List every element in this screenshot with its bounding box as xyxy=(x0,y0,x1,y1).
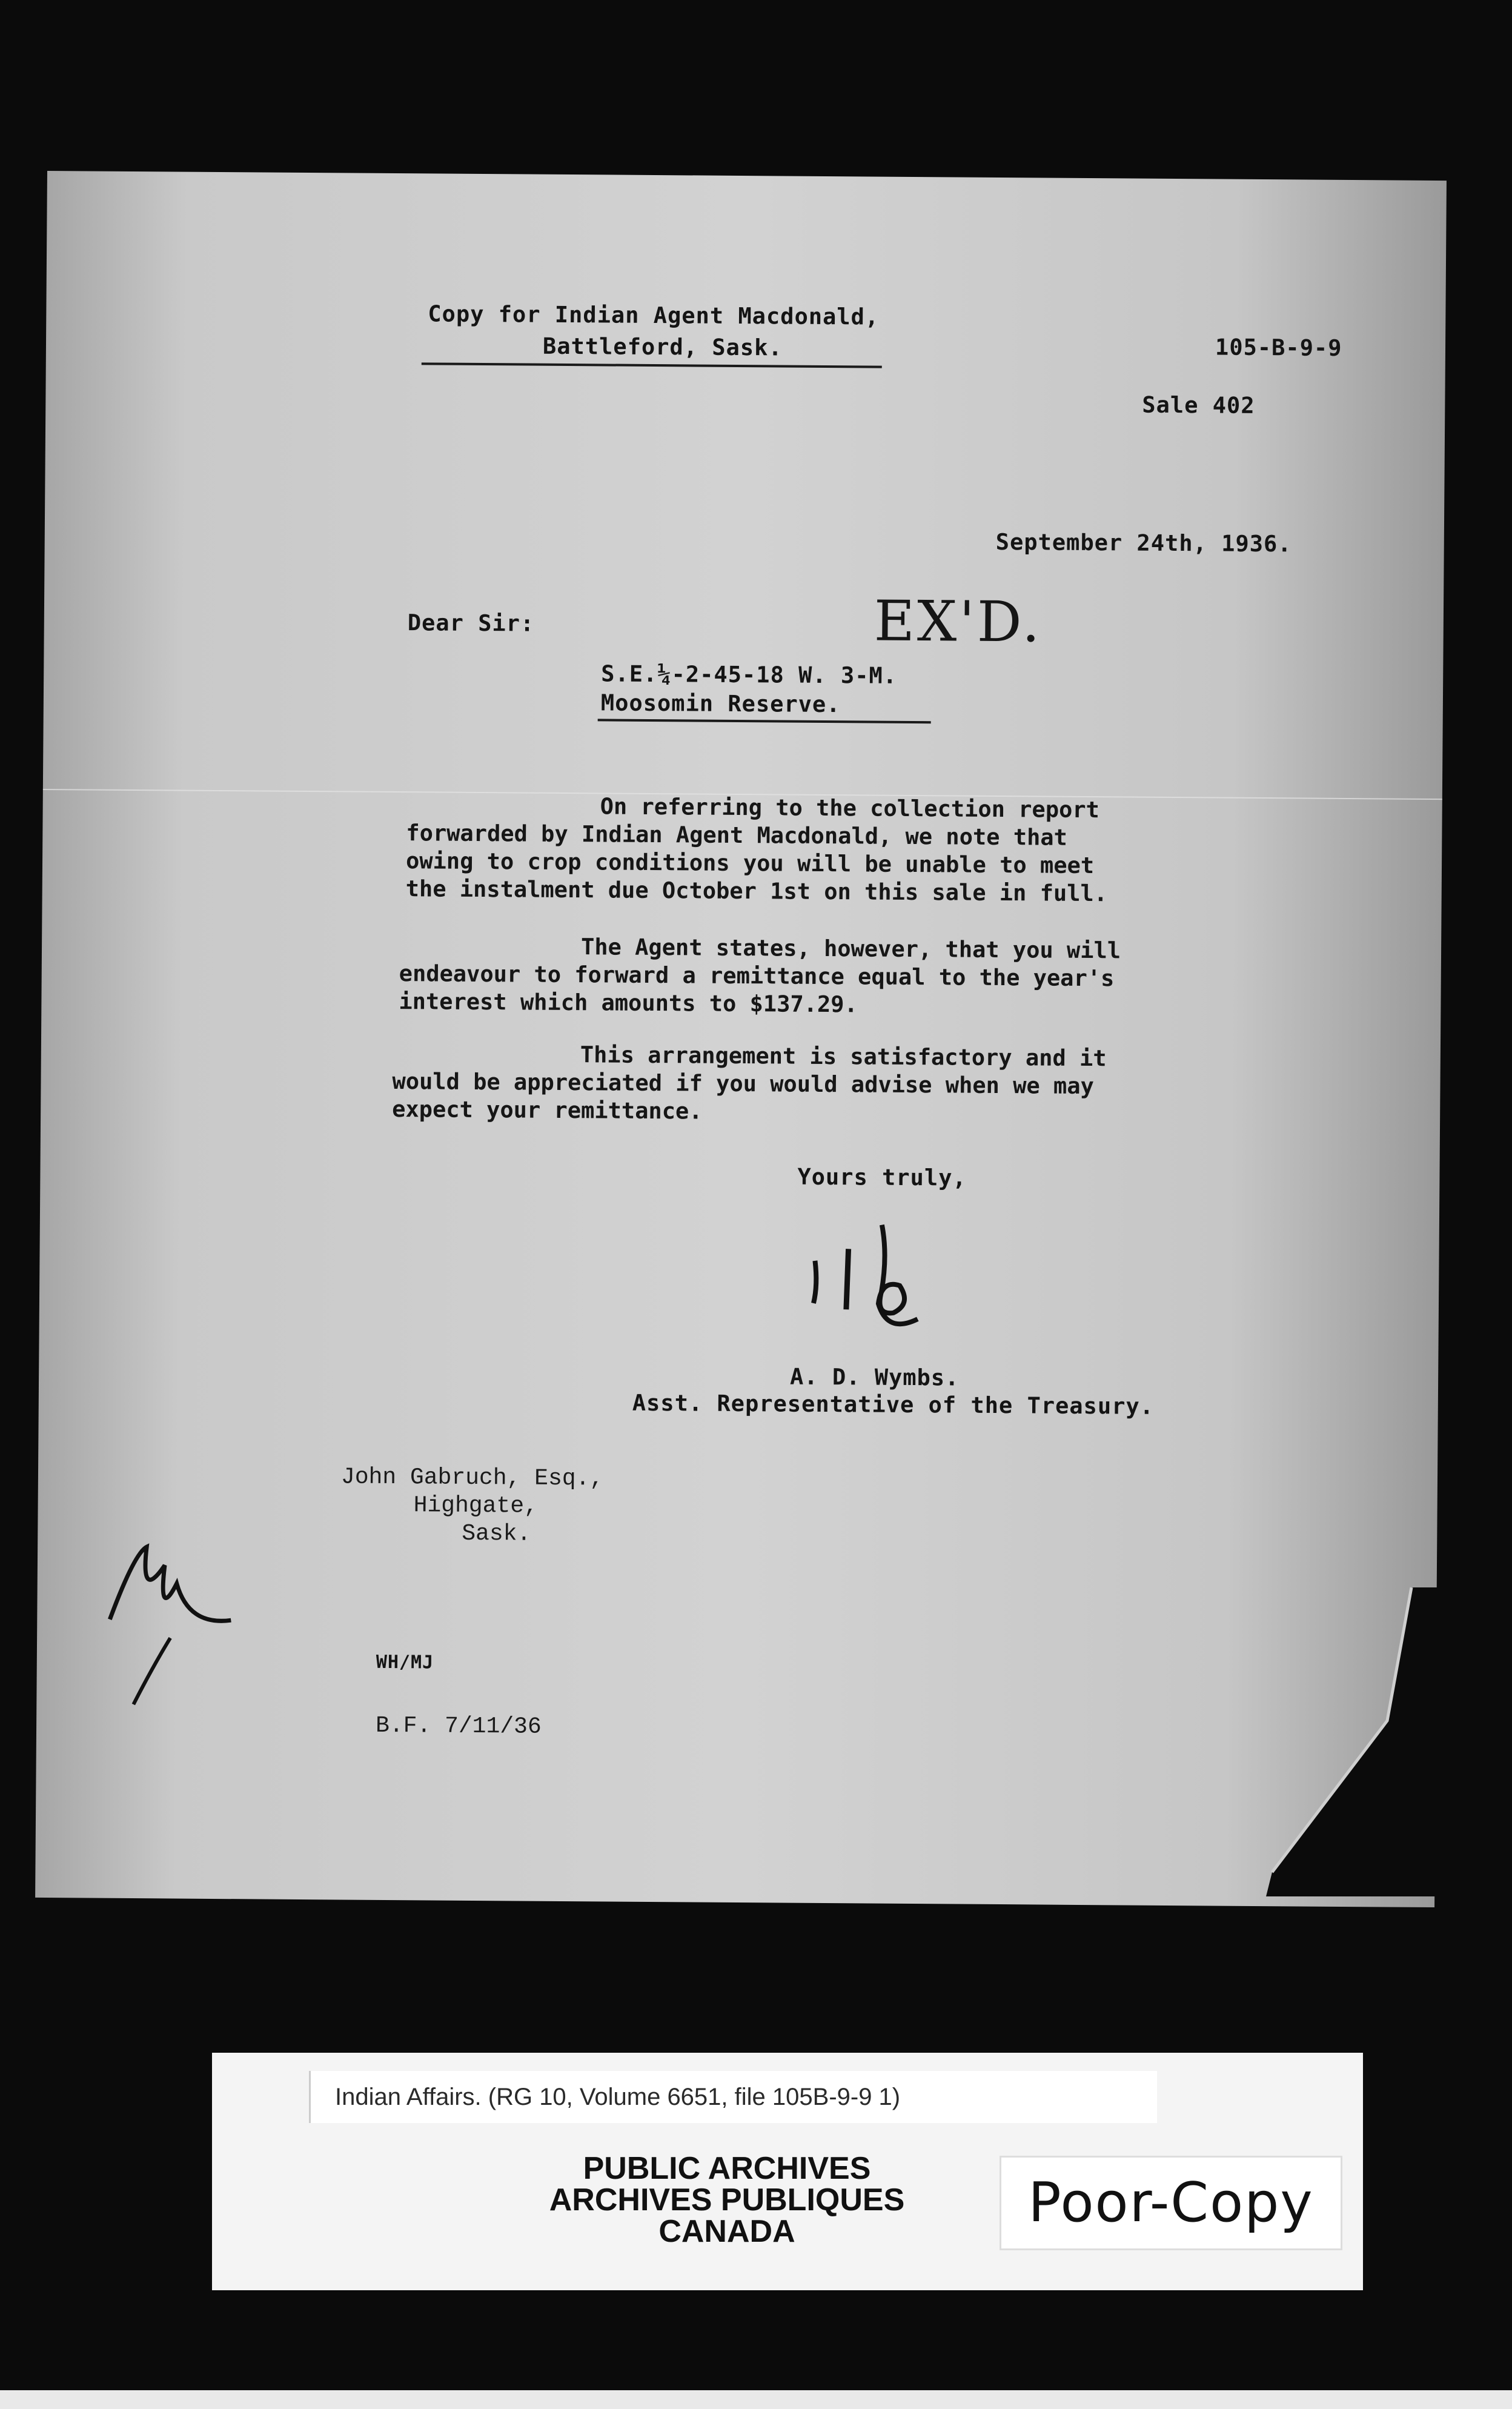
letter-page xyxy=(35,171,1447,1907)
handwritten-signature xyxy=(790,1212,949,1353)
paragraph-1-line: the instalment due October 1st on this sale in full. xyxy=(405,876,1108,907)
copy-for-line: Copy for Indian Agent Macdonald, xyxy=(428,301,880,330)
archive-title-en: PUBLIC ARCHIVES xyxy=(583,2151,871,2186)
signatory-name: A. D. Wymbs. xyxy=(789,1363,960,1391)
addressee-town: Highgate, xyxy=(413,1492,539,1520)
archive-title-country: CANADA xyxy=(658,2214,795,2249)
paragraph-2-line: endeavour to forward a remittance equal to the year's xyxy=(399,960,1115,992)
sale-number: Sale 402 xyxy=(1142,391,1255,419)
typist-initials: WH/MJ xyxy=(376,1651,434,1673)
paragraph-3-line: This arrangement is satisfactory and it xyxy=(580,1042,1107,1072)
torn-paper-corner xyxy=(1266,1587,1448,1896)
addressee-name: John Gabruch, Esq., xyxy=(340,1464,604,1492)
paragraph-1 xyxy=(406,791,1109,908)
closing: Yours truly, xyxy=(797,1163,967,1191)
paragraph-1-line: forwarded by Indian Agent Macdonald, we note that xyxy=(406,820,1068,851)
paragraph-3 xyxy=(392,1040,1107,1128)
subject-reserve: Moosomin Reserve. xyxy=(600,689,841,718)
paragraph-3-line: would be appreciated if you would advise when we may xyxy=(392,1068,1095,1100)
salutation: Dear Sir: xyxy=(407,610,535,637)
film-edge xyxy=(0,2390,1512,2409)
poor-copy-note: Poor-Copy xyxy=(1000,2156,1342,2250)
signatory-title: Asst. Representative of the Treasury. xyxy=(632,1389,1155,1420)
paragraph-1-line: owing to crop conditions you will be unable to meet xyxy=(405,848,1095,879)
file-number: 105-B-9-9 xyxy=(1215,334,1342,361)
archive-title-fr: ARCHIVES PUBLIQUES xyxy=(549,2182,905,2218)
paragraph-1-line: On referring to the collection report xyxy=(600,793,1100,823)
exd-stamp: EX'D. xyxy=(874,588,1043,655)
subject-land-description: S.E.¼-2-45-18 W. 3-M. xyxy=(601,660,898,689)
bring-forward-date: B.F. 7/11/36 xyxy=(375,1712,542,1740)
copy-for-location: Battleford, Sask. xyxy=(542,333,783,361)
paragraph-2-line: interest which amounts to $137.29. xyxy=(399,988,858,1018)
copy-underline xyxy=(422,362,882,368)
paragraph-3-line: expect your remittance. xyxy=(392,1096,703,1125)
addressee-province: Sask. xyxy=(462,1520,531,1547)
subject-underline xyxy=(598,719,931,723)
archive-title xyxy=(515,2153,939,2247)
archive-label xyxy=(212,2053,1363,2290)
archive-reference: Indian Affairs. (RG 10, Volume 6651, file 105B-9-9 1) xyxy=(309,2071,1157,2123)
letter-date: September 24th, 1936. xyxy=(995,528,1292,557)
addressee-block xyxy=(340,1463,603,1549)
handwritten-initials-mark xyxy=(97,1529,256,1712)
paragraph-2 xyxy=(399,932,1121,1020)
paragraph-2-line: The Agent states, however, that you will xyxy=(580,934,1121,964)
